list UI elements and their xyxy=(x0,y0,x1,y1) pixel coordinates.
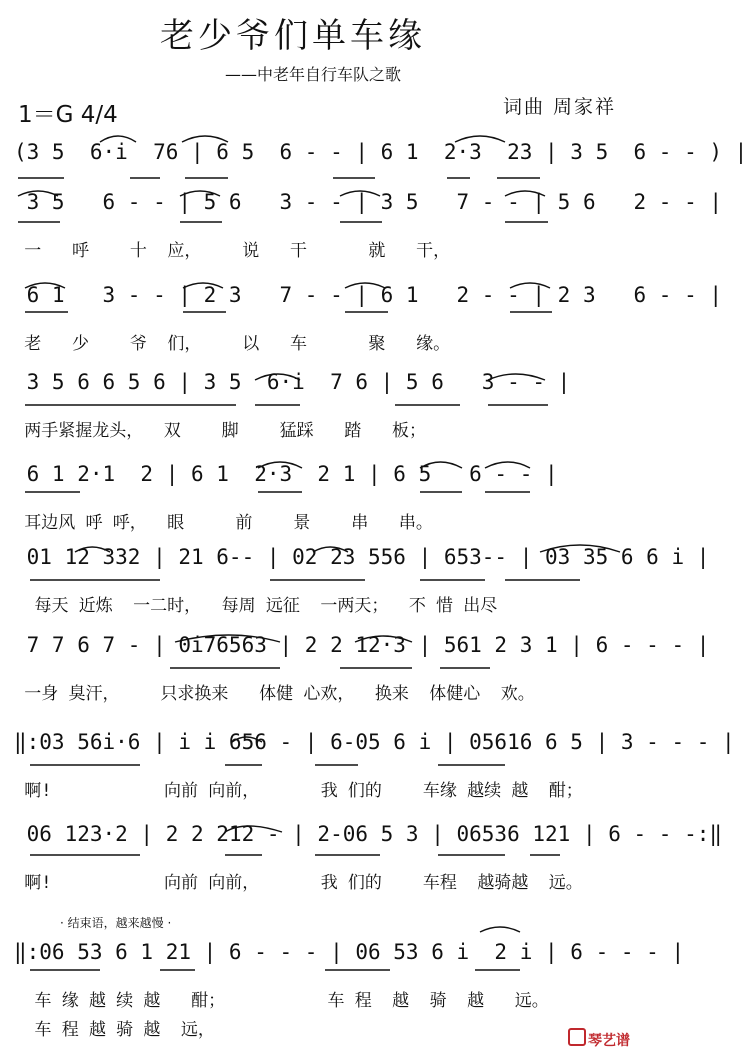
notation-line: 3 5 6 - - | 5 6 3 - - | 3 5 7 - - | 5 6 2 - - | xyxy=(14,190,723,214)
slur-mark xyxy=(175,635,280,642)
slur-mark xyxy=(313,547,348,552)
slur-mark xyxy=(420,462,462,468)
slur-mark xyxy=(255,374,300,380)
slur-mark xyxy=(100,136,136,142)
slur-mark xyxy=(340,191,380,196)
lyrics-line: 啊! 向前 向前， 我 们的 车缘 越续 越 酣； xyxy=(14,781,583,801)
notation-line: 06 123·2 | 2 2 212 - | 2-06 5 3 | 06536 121 | 6 - - -:‖ xyxy=(14,822,723,846)
slur-mark xyxy=(75,547,110,552)
lyrics-line: 一身 臭汗， 只求换来 体健 心欢， 换来 体健心 欢。 xyxy=(14,684,535,704)
lyrics-line: 车 缘 越 续 越 酣； 车 程 越 骑 越 远。 xyxy=(14,991,549,1011)
song-title: 老少爷们单车缘 xyxy=(160,16,426,56)
slur-mark xyxy=(540,545,620,552)
key-signature: 1＝G 4/4 xyxy=(18,102,118,128)
slur-mark xyxy=(225,826,282,832)
slur-mark xyxy=(488,374,545,380)
notation-line: 01 12 332 | 21 6-- | 02 23 556 | 653-- | 03 35 6 6 i | xyxy=(14,545,710,569)
slur-mark xyxy=(18,191,58,196)
slur-mark xyxy=(480,927,520,932)
watermark-logo: 琴艺谱 xyxy=(588,1033,630,1049)
slur-mark xyxy=(345,283,385,288)
slur-mark xyxy=(232,737,262,742)
notation-line: (3 5 6·i 76 | 6 5 6 - - | 6 1 2·3 23 | 3 5 6 - - ) | xyxy=(14,140,747,164)
notation-line: 6 1 3 - - | 2 3 7 - - | 6 1 2 - - | 2 3 6 - - | xyxy=(14,283,723,307)
slur-mark xyxy=(505,191,545,196)
lyrics-line: 每天 近炼 一二时， 每周 远征 一两天； 不 惜 出尽 xyxy=(14,596,498,616)
slur-mark xyxy=(485,462,530,468)
lyrics-line: 啊! 向前 向前， 我 们的 车程 越骑越 远。 xyxy=(14,873,583,893)
notation-line: 7 7 6 7 - | 0i76563 | 2 2 12·3 | 561 2 3 1 | 6 - - - | xyxy=(14,633,710,657)
author-credit: 词曲 周家祥 xyxy=(503,96,617,118)
slur-mark xyxy=(182,136,228,142)
slur-mark xyxy=(183,283,223,288)
lyrics-line: 老 少 爷 们， 以 车 聚 缘。 xyxy=(14,334,451,354)
ending-note: · 结束语，越来越慢 · xyxy=(60,916,172,930)
slur-mark xyxy=(510,283,550,288)
notation-line: 3 5 6 6 5 6 | 3 5 6·i 7 6 | 5 6 3 - - | xyxy=(14,370,571,394)
slur-mark xyxy=(25,283,65,288)
slur-mark xyxy=(455,136,505,142)
lyrics-line: 两手紧握龙头， 双 脚 猛踩 踏 板； xyxy=(14,421,426,441)
notation-line: ‖:03 56i·6 | i i 656 - | 6-05 6 i | 05616 6 5 | 3 - - - | xyxy=(14,730,735,754)
ending-note-text: 结束语，越来越慢 xyxy=(67,916,164,930)
song-subtitle: ——中老年自行车队之歌 xyxy=(225,65,402,84)
lyrics-line: 耳边风 呼 呼， 眼 前 景 串 串。 xyxy=(14,513,433,533)
slur-mark xyxy=(355,636,412,642)
notation-line: ‖:06 53 6 1 21 | 6 - - - | 06 53 6 i 2 i | 6 - - - | xyxy=(14,940,685,964)
slur-mark xyxy=(180,191,220,196)
slur-mark xyxy=(258,462,302,468)
lyrics-line: 一 呼 十 应， 说 干 就 干， xyxy=(14,241,451,261)
notation-line: 6 1 2·1 2 | 6 1 2·3 2 1 | 6 5 6 - - | xyxy=(14,462,558,486)
lyrics-line: 车 程 越 骑 越 远， xyxy=(14,1020,215,1040)
